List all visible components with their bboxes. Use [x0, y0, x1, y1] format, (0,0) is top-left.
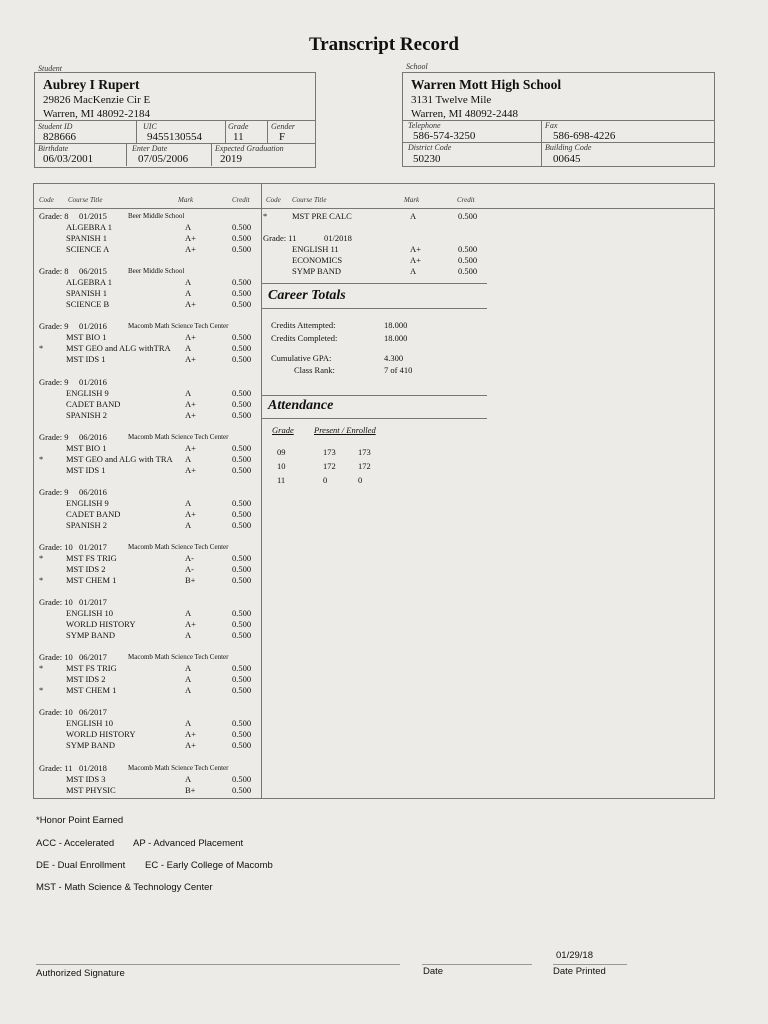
course-row	[34, 740, 259, 751]
col-header-mark-right: Mark	[404, 196, 420, 204]
course-credit: 0.500	[232, 674, 252, 684]
birthdate-value: 06/03/2001	[43, 153, 94, 165]
date-label: Date	[423, 966, 444, 977]
course-row	[34, 509, 259, 520]
course-credit: 0.500	[232, 718, 252, 728]
attendance-enrolled: 0	[358, 475, 363, 485]
course-title: SYMP BAND	[292, 266, 342, 276]
course-mark: A+	[185, 399, 196, 409]
course-title: MST IDS 3	[66, 774, 106, 784]
course-mark: A	[185, 608, 192, 618]
district-code-value: 50230	[413, 153, 441, 165]
expected-grad-label: Expected Graduation	[215, 144, 284, 153]
attendance-present: 172	[323, 461, 336, 471]
fax-label: Fax	[545, 121, 558, 130]
course-mark: A	[185, 674, 192, 684]
course-mark: A+	[185, 332, 196, 342]
course-row	[34, 729, 259, 740]
course-mark: A	[185, 288, 192, 298]
course-mark: A	[185, 630, 192, 640]
course-credit: 0.500	[458, 266, 478, 276]
course-title: MST PRE CALC	[292, 211, 352, 221]
course-row	[34, 498, 259, 509]
course-mark: A+	[410, 244, 421, 254]
course-code: *	[39, 685, 44, 695]
term-date: 06/2017	[79, 707, 107, 717]
term-grade: Grade: 9	[39, 321, 69, 331]
school-address-line2: Warren, MI 48092-2448	[411, 108, 518, 120]
course-row	[34, 785, 259, 796]
term-grade: Grade: 10	[39, 707, 73, 717]
credits-completed-value: 18.000	[384, 333, 408, 343]
term-date: 06/2015	[79, 266, 107, 276]
attendance-present-header: Present / Enrolled	[314, 425, 376, 435]
col-header-code-right: Code	[266, 196, 281, 204]
course-title: SCIENCE B	[66, 299, 110, 309]
term-grade: Grade: 9	[39, 487, 69, 497]
course-row	[34, 354, 259, 365]
course-title: CADET BAND	[66, 399, 121, 409]
course-title: ENGLISH 10	[66, 718, 113, 728]
telephone-value: 586-574-3250	[413, 130, 476, 142]
course-mark: A	[185, 277, 192, 287]
course-title: SYMP BAND	[66, 630, 116, 640]
attendance-present: 0	[323, 475, 328, 485]
course-credit: 0.500	[232, 410, 252, 420]
course-mark: B+	[185, 785, 196, 795]
legend-honor: *Honor Point Earned	[36, 815, 124, 826]
attendance-grade: 09	[277, 447, 286, 457]
term-date: 01/2015	[79, 211, 107, 221]
course-code: *	[39, 454, 44, 464]
course-credit: 0.500	[232, 277, 252, 287]
course-title: ENGLISH 11	[292, 244, 339, 254]
course-title: ECONOMICS	[292, 255, 343, 265]
col-header-mark: Mark	[178, 196, 194, 204]
term-date: 01/2016	[79, 321, 107, 331]
student-box	[34, 72, 316, 168]
course-credit: 0.500	[232, 564, 252, 574]
course-title: ALGEBRA 1	[66, 277, 113, 287]
course-mark: A+	[185, 619, 196, 629]
term-header	[34, 321, 259, 332]
authorized-signature-label: Authorized Signature	[36, 968, 125, 979]
course-mark: A	[410, 266, 417, 276]
attendance-present: 173	[323, 447, 336, 457]
term-header	[34, 233, 484, 244]
course-title: MST IDS 2	[66, 564, 106, 574]
course-credit: 0.500	[232, 465, 252, 475]
course-title: MST GEO and ALG withTRA	[66, 343, 171, 353]
course-mark: A+	[185, 299, 196, 309]
col-header-code: Code	[39, 196, 54, 204]
term-date: 06/2016	[79, 487, 107, 497]
course-credit: 0.500	[458, 211, 478, 221]
term-header	[34, 487, 259, 498]
birthdate-label: Birthdate	[38, 144, 69, 153]
course-credit: 0.500	[232, 740, 252, 750]
course-mark: A+	[185, 244, 196, 254]
course-row	[34, 630, 259, 641]
grade-value: 11	[233, 131, 244, 143]
gpa-label: Cumulative GPA:	[271, 353, 332, 363]
course-row	[34, 674, 259, 685]
student-id: 828666	[43, 131, 76, 143]
course-credit: 0.500	[232, 729, 252, 739]
course-credit: 0.500	[232, 785, 252, 795]
term-school: Macomb Math Science Tech Center	[128, 322, 229, 330]
term-header	[34, 763, 259, 774]
term-date: 01/2017	[79, 542, 107, 552]
credits-completed-label: Credits Completed:	[271, 333, 338, 343]
course-credit: 0.500	[232, 520, 252, 530]
term-school: Macomb Math Science Tech Center	[128, 764, 229, 772]
course-credit: 0.500	[232, 619, 252, 629]
course-credit: 0.500	[232, 454, 252, 464]
term-grade: Grade: 9	[39, 377, 69, 387]
term-date: 06/2016	[79, 432, 107, 442]
course-mark: A+	[410, 255, 421, 265]
student-name: Aubrey I Rupert	[43, 77, 140, 92]
course-title: SPANISH 1	[66, 233, 108, 243]
course-mark: A	[185, 454, 192, 464]
course-title: ALGEBRA 1	[66, 222, 113, 232]
course-title: WORLD HISTORY	[66, 619, 136, 629]
student-section-label: Student	[38, 64, 62, 73]
career-totals-title: Career Totals	[268, 288, 346, 303]
building-code-value: 00645	[553, 153, 581, 165]
course-title: MST BIO 1	[66, 443, 107, 453]
course-title: MST BIO 1	[66, 332, 107, 342]
course-credit: 0.500	[232, 222, 252, 232]
course-mark: A+	[185, 729, 196, 739]
course-title: ENGLISH 10	[66, 608, 113, 618]
course-row	[34, 222, 259, 233]
term-school: Beer Middle School	[128, 212, 185, 220]
attendance-enrolled: 172	[358, 461, 371, 471]
term-grade: Grade: 10	[39, 597, 73, 607]
term-date: 01/2016	[79, 377, 107, 387]
course-title: SPANISH 2	[66, 410, 108, 420]
course-code: *	[39, 575, 44, 585]
attendance-grade: 11	[277, 475, 286, 485]
expected-grad-value: 2019	[220, 153, 242, 165]
course-mark: A	[185, 343, 192, 353]
course-row	[34, 288, 259, 299]
course-mark: A+	[185, 410, 196, 420]
course-row	[34, 619, 259, 630]
course-title: MST CHEM 1	[66, 685, 117, 695]
course-credit: 0.500	[232, 509, 252, 519]
attendance-row	[34, 447, 484, 458]
course-mark: A+	[185, 509, 196, 519]
class-rank-value: 7 of 410	[384, 365, 413, 375]
school-name: Warren Mott High School	[411, 77, 562, 92]
course-mark: A+	[185, 354, 196, 364]
course-title: SCIENCE A	[66, 244, 110, 254]
course-mark: A-	[185, 553, 194, 563]
col-header-credit: Credit	[232, 196, 250, 204]
attendance-enrolled: 173	[358, 447, 371, 457]
legend-ec: EC - Early College of Macomb	[145, 860, 273, 871]
course-credit: 0.500	[232, 388, 252, 398]
course-code: *	[39, 553, 44, 563]
attendance-row	[34, 461, 484, 472]
attendance-title: Attendance	[268, 398, 334, 413]
course-title: MST IDS 1	[66, 354, 106, 364]
course-title: MST IDS 2	[66, 674, 106, 684]
term-header	[34, 707, 259, 718]
course-mark: A	[185, 388, 192, 398]
course-credit: 0.500	[232, 608, 252, 618]
credits-attempted-label: Credits Attempted:	[271, 320, 336, 330]
course-mark: A	[185, 774, 192, 784]
course-row	[34, 399, 259, 410]
course-code: *	[39, 343, 44, 353]
course-title: ENGLISH 9	[66, 498, 109, 508]
col-header-course-title: Course Title	[68, 196, 103, 204]
course-credit: 0.500	[232, 299, 252, 309]
gender-label: Gender	[271, 122, 295, 131]
course-row	[34, 608, 259, 619]
student-address-line2: Warren, MI 48092-2184	[43, 108, 150, 120]
building-code-label: Building Code	[545, 143, 592, 152]
legend-ap: AP - Advanced Placement	[133, 838, 244, 849]
course-credit: 0.500	[232, 288, 252, 298]
school-address-line1: 3131 Twelve Mile	[411, 94, 492, 106]
term-grade: Grade: 8	[39, 266, 69, 276]
term-school: Macomb Math Science Tech Center	[128, 433, 229, 441]
course-title: MST FS TRIG	[66, 553, 117, 563]
course-mark: A+	[185, 740, 196, 750]
gpa-value: 4.300	[384, 353, 404, 363]
enter-date-label: Enter Date	[132, 144, 168, 153]
course-credit: 0.500	[232, 343, 252, 353]
uic-label: UIC	[143, 122, 157, 131]
col-header-credit-right: Credit	[457, 196, 475, 204]
course-credit: 0.500	[232, 575, 252, 585]
course-credit: 0.500	[458, 244, 478, 254]
term-grade: Grade: 10	[39, 542, 73, 552]
course-mark: A+	[185, 465, 196, 475]
term-date: 01/2017	[79, 597, 107, 607]
grade-label: Grade	[228, 122, 249, 131]
transcript-table	[33, 183, 715, 799]
course-row	[34, 410, 259, 421]
term-header	[34, 652, 259, 663]
course-row	[34, 520, 259, 531]
class-rank-label: Class Rank:	[294, 365, 335, 375]
district-code-label: District Code	[408, 143, 452, 152]
term-school: Macomb Math Science Tech Center	[128, 653, 229, 661]
course-credit: 0.500	[232, 553, 252, 563]
col-header-course-title-right: Course Title	[292, 196, 327, 204]
course-title: MST PHYSIC	[66, 785, 116, 795]
course-credit: 0.500	[232, 685, 252, 695]
course-credit: 0.500	[232, 498, 252, 508]
school-box	[402, 72, 715, 167]
course-mark: A	[185, 520, 192, 530]
course-mark: A	[410, 211, 417, 221]
course-row	[34, 211, 484, 222]
course-row	[34, 774, 259, 785]
course-row	[34, 663, 259, 674]
course-title: SPANISH 2	[66, 520, 108, 530]
course-credit: 0.500	[232, 244, 252, 254]
term-header	[34, 597, 259, 608]
course-title: SPANISH 1	[66, 288, 108, 298]
course-title: MST GEO and ALG with TRA	[66, 454, 173, 464]
term-date: 01/2018	[324, 233, 352, 243]
course-credit: 0.500	[232, 443, 252, 453]
term-header	[34, 377, 259, 388]
student-id-label: Student ID	[38, 122, 73, 131]
course-row	[34, 343, 259, 354]
course-credit: 0.500	[232, 233, 252, 243]
course-mark: A	[185, 685, 192, 695]
attendance-row	[34, 475, 484, 486]
term-school: Beer Middle School	[128, 267, 185, 275]
term-grade: Grade: 9	[39, 432, 69, 442]
course-row	[34, 388, 259, 399]
term-grade: Grade: 8	[39, 211, 69, 221]
date-printed-label: Date Printed	[553, 966, 606, 977]
course-row	[34, 685, 259, 696]
course-row	[34, 266, 484, 277]
term-header	[34, 542, 259, 553]
course-row	[34, 332, 259, 343]
attendance-grade: 10	[277, 461, 286, 471]
course-row	[34, 244, 484, 255]
school-section-label: School	[406, 62, 428, 71]
fax-value: 586-698-4226	[553, 130, 616, 142]
course-title: MST CHEM 1	[66, 575, 117, 585]
course-row	[34, 575, 259, 586]
course-mark: A+	[185, 443, 196, 453]
course-credit: 0.500	[232, 663, 252, 673]
course-row	[34, 718, 259, 729]
course-title: SYMP BAND	[66, 740, 116, 750]
enter-date-value: 07/05/2006	[138, 153, 189, 165]
term-date: 01/2018	[79, 763, 107, 773]
legend-de: DE - Dual Enrollment	[36, 860, 126, 871]
term-school: Macomb Math Science Tech Center	[128, 543, 229, 551]
course-title: ENGLISH 9	[66, 388, 109, 398]
course-mark: A-	[185, 564, 194, 574]
term-grade: Grade: 11	[263, 233, 297, 243]
course-row	[34, 553, 259, 564]
course-title: WORLD HISTORY	[66, 729, 136, 739]
course-mark: A	[185, 663, 192, 673]
term-grade: Grade: 10	[39, 652, 73, 662]
course-row	[34, 564, 259, 575]
course-title: MST FS TRIG	[66, 663, 117, 673]
attendance-grade-header: Grade	[272, 425, 294, 435]
course-mark: A	[185, 718, 192, 728]
course-credit: 0.500	[232, 332, 252, 342]
course-credit: 0.500	[232, 630, 252, 640]
course-mark: B+	[185, 575, 196, 585]
course-credit: 0.500	[232, 354, 252, 364]
term-header	[34, 432, 259, 443]
legend-acc: ACC - Accelerated	[36, 838, 115, 849]
telephone-label: Telephone	[408, 121, 441, 130]
course-mark: A	[185, 222, 192, 232]
uic-value: 9455130554	[147, 131, 202, 143]
credits-attempted-value: 18.000	[384, 320, 408, 330]
gender-value: F	[279, 131, 286, 143]
page-title: Transcript Record	[308, 34, 460, 55]
course-credit: 0.500	[232, 774, 252, 784]
course-title: MST IDS 1	[66, 465, 106, 475]
course-credit: 0.500	[458, 255, 478, 265]
term-grade: Grade: 11	[39, 763, 73, 773]
date-printed-value: 01/29/18	[556, 950, 593, 961]
course-code: *	[39, 663, 44, 673]
student-address-line1: 29826 MacKenzie Cir E	[43, 94, 151, 106]
course-row	[34, 277, 259, 288]
course-row	[34, 255, 484, 266]
legend-mst: MST - Math Science & Technology Center	[36, 882, 213, 893]
term-date: 06/2017	[79, 652, 107, 662]
course-credit: 0.500	[232, 399, 252, 409]
course-code: *	[263, 211, 268, 221]
course-row	[34, 299, 259, 310]
course-title: CADET BAND	[66, 509, 121, 519]
course-mark: A+	[185, 233, 196, 243]
course-mark: A	[185, 498, 192, 508]
